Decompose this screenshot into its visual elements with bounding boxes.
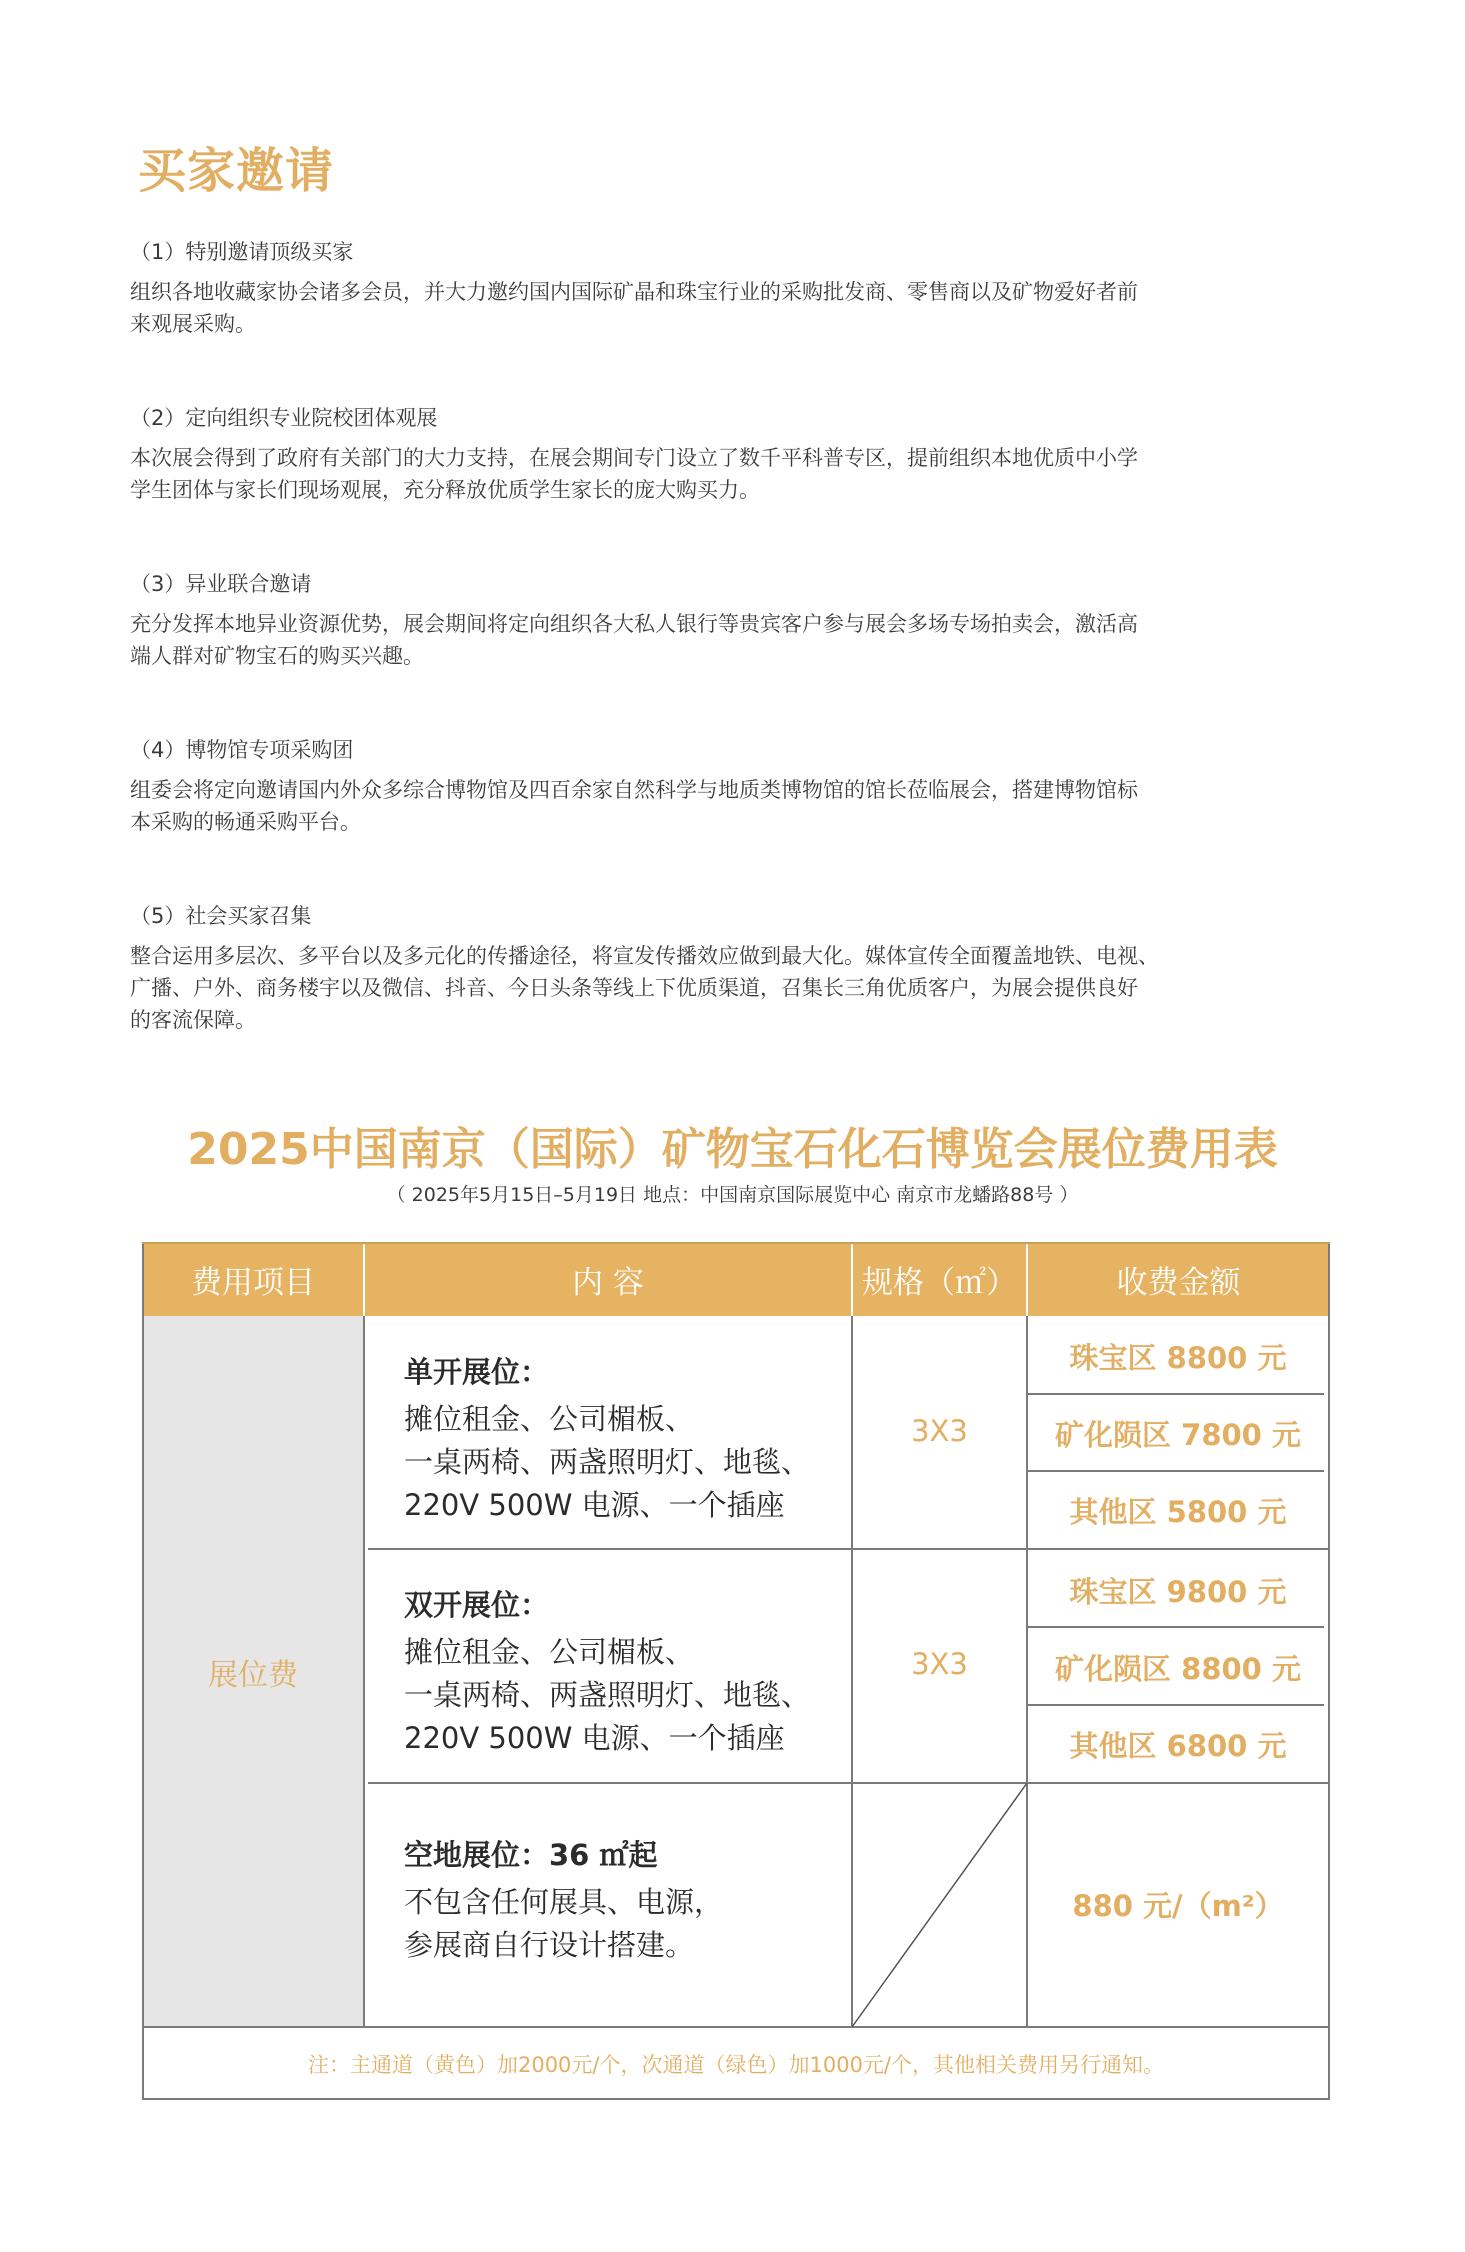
table-border — [142, 1242, 1330, 1244]
row-line: 不包含任何展具、电源， — [404, 1885, 724, 1919]
section-body — [130, 276, 1290, 340]
fee-table — [142, 1242, 1330, 2100]
table-border — [142, 2026, 1330, 2028]
section-body — [130, 608, 1290, 672]
price-divider — [1028, 1470, 1324, 1472]
price-divider — [1028, 1393, 1324, 1395]
row-line: 一桌两椅、两盏照明灯、地毯、 — [404, 1445, 811, 1479]
table-border — [142, 1242, 144, 2100]
section-line: 组织各地收藏家协会诸多会员，并大力邀约国内国际矿晶和珠宝行业的采购批发商、零售商以及矿物爱好者前 — [130, 280, 1138, 304]
section-line: 本次展会得到了政府有关部门的大力支持，在展会期间专门设立了数千平科普专区，提前组织本地优质中小学 — [130, 446, 1138, 470]
price-jewelry: 珠宝区 8800 元 — [1069, 1341, 1287, 1375]
section-heading: （5）社会买家召集 — [130, 904, 312, 928]
fee-note: 注：主通道（黄色）加2000元/个，次通道（绿色）加1000元/个，其他相关费用另行通知。 — [307, 2053, 1165, 2077]
section-line: 学生团体与家长们现场观展，充分释放优质学生家长的庞大购买力。 — [130, 478, 760, 502]
header-content: 内 容 — [364, 1242, 852, 1316]
row-content — [404, 1584, 810, 1760]
header-divider — [851, 1242, 853, 1316]
category-cell — [142, 1316, 364, 2028]
table-divider — [363, 1316, 365, 2028]
row-line: 220V 500W 电源、一个插座 — [404, 1721, 785, 1755]
table-border — [142, 2098, 1330, 2100]
row-title: 单开展位： — [404, 1355, 550, 1389]
section-line: 的客流保障。 — [130, 1008, 256, 1032]
section-body — [130, 442, 1290, 506]
header-divider — [1026, 1242, 1028, 1316]
row-line: 摊位租金、公司楣板、 — [404, 1402, 695, 1436]
price-divider — [1028, 1626, 1324, 1628]
section-3 — [130, 568, 1290, 672]
category-label: 展位费 — [208, 1658, 298, 1693]
section-line: 充分发挥本地异业资源优势，展会期间将定向组织各大私人银行等贵宾客户参与展会多场专场拍卖会，激活高 — [130, 612, 1138, 636]
row-divider — [368, 1782, 1330, 1784]
price-divider — [1028, 1704, 1324, 1706]
section-body — [130, 940, 1290, 1036]
section-line: 来观展采购。 — [130, 312, 256, 336]
row-spec: 3X3 — [911, 1414, 968, 1448]
section-1 — [130, 236, 1290, 340]
price-open-space: 880 元/（m²） — [1072, 1889, 1284, 1923]
fee-table-title: 2025中国南京（国际）矿物宝石化石博览会展位费用表 — [187, 1124, 1278, 1175]
row-spec: 3X3 — [911, 1647, 968, 1681]
price-mineral: 矿化陨区 7800 元 — [1055, 1418, 1301, 1452]
section-5 — [130, 900, 1290, 1036]
header-amount: 收费金额 — [1027, 1242, 1330, 1316]
section-heading: （2）定向组织专业院校团体观展 — [130, 406, 438, 430]
price-other: 其他区 5800 元 — [1069, 1495, 1287, 1529]
row-title: 空地展位：36 ㎡起 — [404, 1838, 658, 1872]
price-jewelry: 珠宝区 9800 元 — [1069, 1575, 1287, 1609]
section-heading: （3）异业联合邀请 — [130, 572, 312, 596]
header-divider — [363, 1242, 365, 1316]
section-line: 端人群对矿物宝石的购买兴趣。 — [130, 644, 424, 668]
price-other: 其他区 6800 元 — [1069, 1729, 1287, 1763]
row-content — [404, 1834, 723, 1967]
section-line: 整合运用多层次、多平台以及多元化的传播途径，将宣发传播效应做到最大化。媒体宣传全面覆盖地铁、电视、 — [130, 944, 1159, 968]
section-body — [130, 774, 1290, 838]
price-mineral: 矿化陨区 8800 元 — [1055, 1652, 1301, 1686]
row-line: 参展商自行设计搭建。 — [404, 1928, 695, 1962]
row-line: 摊位租金、公司楣板、 — [404, 1635, 695, 1669]
row-title: 双开展位： — [404, 1588, 550, 1622]
section-heading: （4）博物馆专项采购团 — [130, 738, 354, 762]
header-fee-item: 费用项目 — [142, 1242, 364, 1316]
section-2 — [130, 402, 1290, 506]
row-line: 一桌两椅、两盏照明灯、地毯、 — [404, 1678, 811, 1712]
row-line: 220V 500W 电源、一个插座 — [404, 1488, 785, 1522]
section-heading: （1）特别邀请顶级买家 — [130, 240, 354, 264]
page-title: 买家邀请 — [138, 143, 335, 199]
section-4 — [130, 734, 1290, 838]
section-line: 广播、户外、商务楼宇以及微信、抖音、今日头条等线上下优质渠道，召集长三角优质客户，为展会提供良好 — [130, 976, 1138, 1000]
section-line: 组委会将定向邀请国内外众多综合博物馆及四百余家自然科学与地质类博物馆的馆长莅临展会，搭建博物馆标 — [130, 778, 1138, 802]
diagonal-slash — [852, 1783, 1027, 2027]
section-line: 本采购的畅通采购平台。 — [130, 810, 361, 834]
fee-table-subtitle: （ 2025年5月15日–5月19日 地点：中国南京国际展览中心 南京市龙蟠路88号 ） — [386, 1184, 1079, 1206]
row-content — [404, 1351, 810, 1527]
row-divider — [368, 1548, 1330, 1550]
header-spec: 规格（㎡） — [852, 1242, 1027, 1316]
